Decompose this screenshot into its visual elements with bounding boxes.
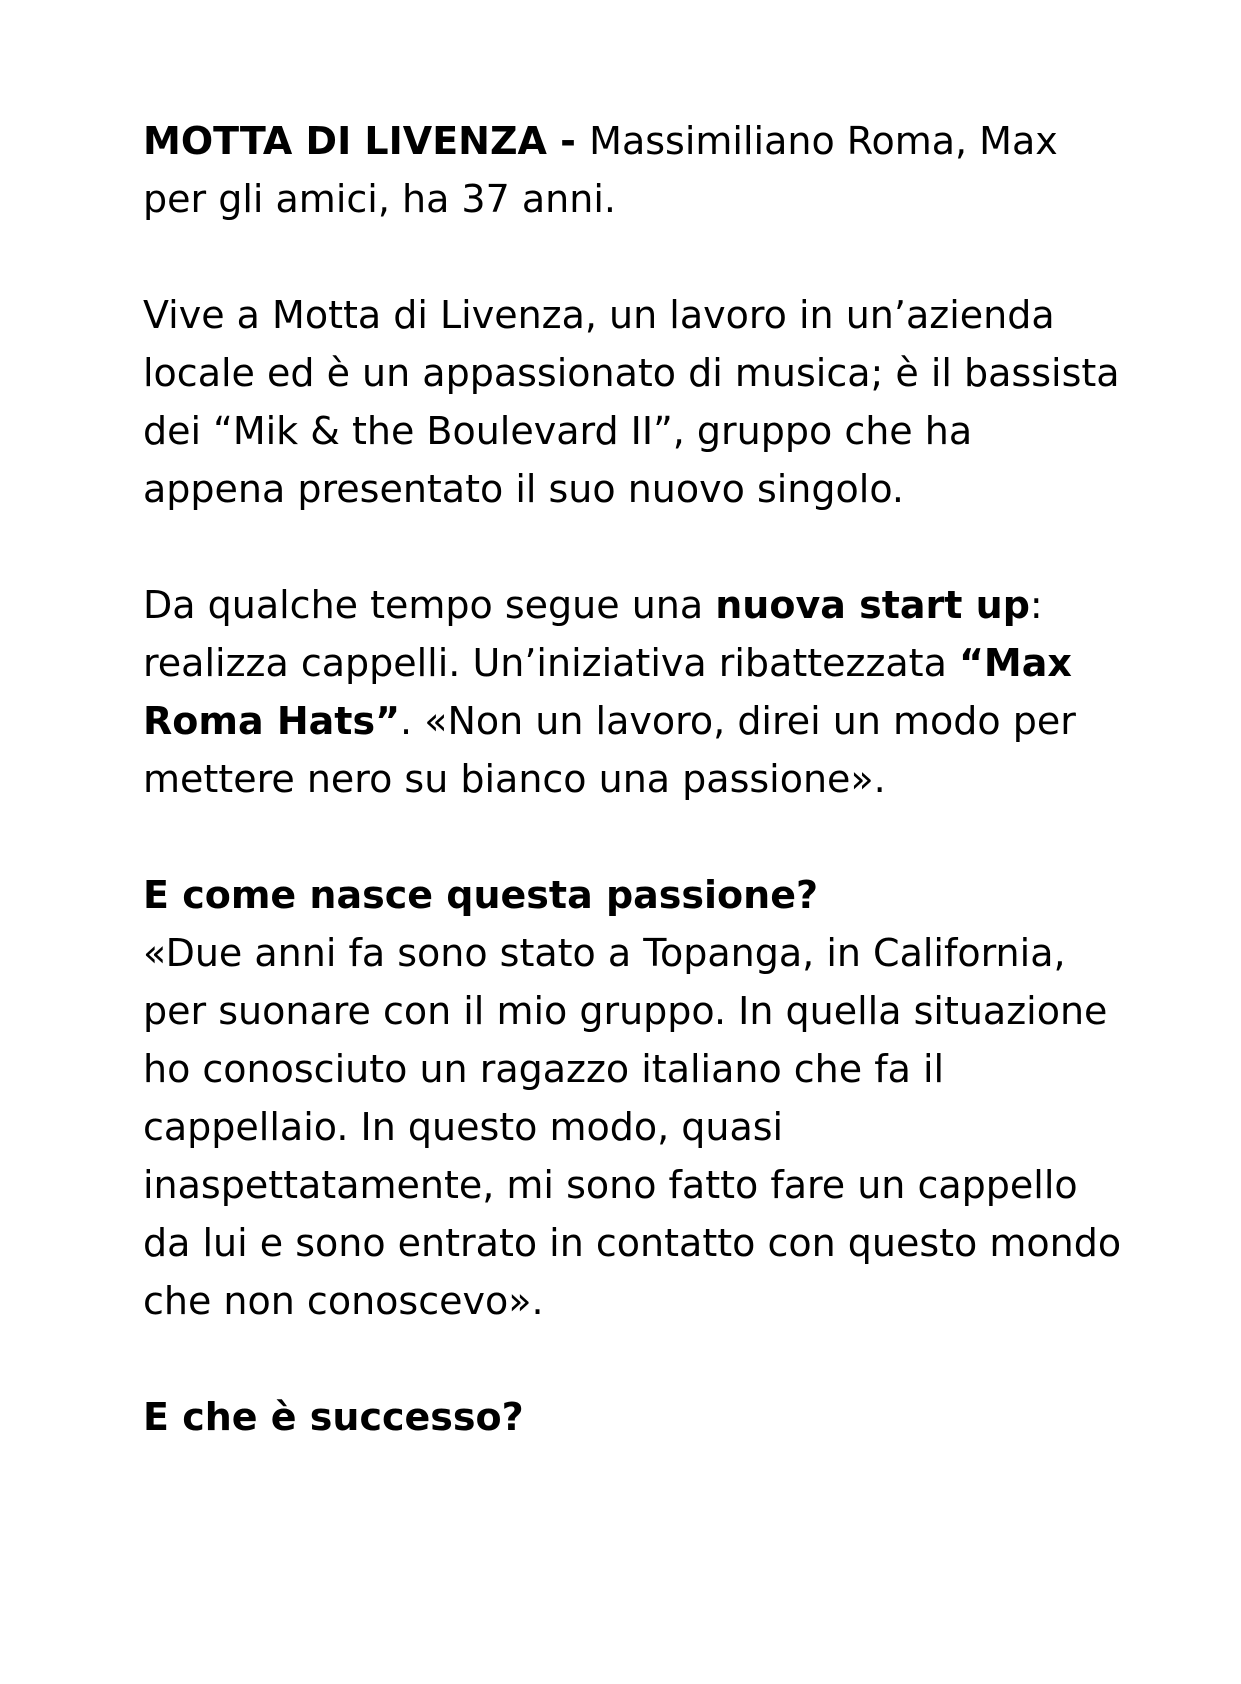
p3-text-1: Da qualche tempo segue una [143, 583, 716, 627]
answer-1: «Due anni fa sono stato a Topanga, in California, per suonare con il mio gruppo. In quella situazione ho conosciuto un ragazzo italiano che fa il cappellaio. In questo modo, quasi inaspettatamente, mi sono fatto fare un cappello da lui e sono entrato in contatto con questo mondo che non conoscevo». [143, 931, 1122, 1323]
paragraph-2: Vive a Motta di Livenza, un lavoro in un’azienda locale ed è un appassionato di musica; è il bassista dei “Mik & the Boulevard II”, gruppo che ha appena presentato il suo nuovo singolo. [143, 293, 1120, 511]
p3-text-3: . «Non un lavoro, direi un modo per mettere nero su bianco una passione». [143, 699, 1076, 801]
dateline: MOTTA DI LIVENZA - [143, 119, 590, 163]
question-2-text: E che è successo? [143, 1395, 524, 1439]
p3-bold-startup: nuova start up [715, 583, 1030, 627]
intro-text: Massimiliano Roma, Max per gli amici, ha 37 anni. [143, 119, 1058, 221]
article-body [143, 112, 1123, 1446]
question-2 [143, 1388, 1123, 1446]
question-1-text: E come nasce questa passione? [143, 873, 819, 917]
intro-paragraph [143, 112, 1123, 228]
paragraph-3 [143, 576, 1123, 808]
p3-bold-brand: “Max Roma Hats” [143, 641, 1072, 743]
p3-text-2: : realizza cappelli. Un’iniziativa ribattezzata [143, 583, 1043, 685]
question-1 [143, 866, 1123, 924]
